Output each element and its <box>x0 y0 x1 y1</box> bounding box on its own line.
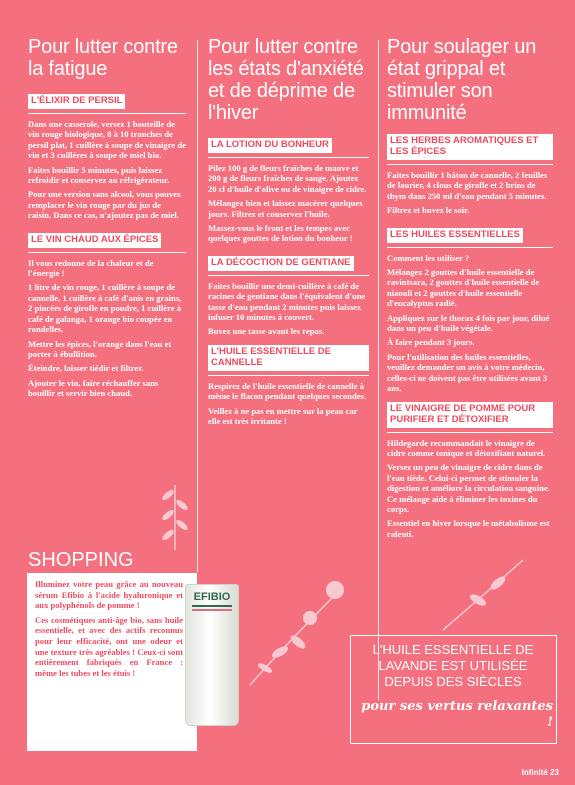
product-tube-image <box>185 584 239 726</box>
section-header <box>28 90 186 114</box>
paragraph: Pilez 100 g de fleurs fraîches de mauve et 200 g de fleurs fraîches de sauge. Ajoutez 20 cl d'huile d'olive ou de vinaigre de cidre. <box>208 163 367 194</box>
paragraph: Filtrez et buvez le soir. <box>387 205 470 216</box>
product-brand: EFIBIO <box>193 591 231 603</box>
paragraph: Comment les utiliser ? <box>387 252 470 263</box>
quote-box <box>350 635 557 744</box>
column-divider-2 <box>378 40 379 700</box>
product-line <box>192 605 232 607</box>
paragraph: Ces cosmétiques anti-âge bio, sans huile essentielle, et avec des actifs reconnus pour leur efficacité, ont une odeur et une texture très agréables ! Ceux-ci sont entièrement fabriqués en France : même les tubes et les étuis ! <box>35 614 183 678</box>
paragraph: Faites bouillir une demi-cuillère à café de racines de gentiane dans l'équivalent d'une tasse d'eau pendant 2 minutes puis laissez infuser 10 minutes à couvert. <box>208 280 366 323</box>
paragraph: Essentiel en hiver lorsque le métabolisme est ralenti. <box>387 518 550 539</box>
paragraph: À faire pendant 3 jours. <box>387 337 475 348</box>
section-header <box>387 402 553 433</box>
section-tag: LES HUILES ESSENTIELLES <box>387 228 523 243</box>
section-tag: LA LOTION DU BONHEUR <box>208 138 332 153</box>
paragraph: Versez un peu de vinaigre de cidre dans de l'eau tiède. Celui-ci permet de stimuler la digestion et améliore la circulation sanguine. Ce mélange aide à éliminer les toxines du corps. <box>387 462 550 514</box>
paragraph: 1 litre de vin rouge, 1 cuillère à soupe de cannelle, 1 cuillère à café d'anis en grains, 2 pincées de girofle en poudre, 1 cuillère à café de galanga, 1 orange bio coupée en rondelles. <box>28 282 182 335</box>
section-header <box>208 252 369 276</box>
shopping-text <box>35 579 183 682</box>
paragraph: Dans une casserole, versez 1 bouteille de vin rouge biologique, 8 à 10 tranches de persil plat, 1 cuillère à soupe de vinaigre de vin et 3 cuillères à soupe de miel bio. <box>28 119 186 161</box>
shopping-title: SHOPPING <box>28 549 134 571</box>
section-tag: LA DÉCOCTION DE GENTIANE <box>208 256 354 271</box>
product-line <box>192 609 232 611</box>
paragraph: Veillez à ne pas en mettre sur la peau car elle est très irritante ! <box>208 405 358 427</box>
column-title: Pour lutter contre la fatigue <box>28 36 178 80</box>
paragraph: Respirez de l'huile essentielle de cannelle à même le flacon pendant quelques secondes. <box>208 380 367 402</box>
column-fatigue <box>28 0 186 403</box>
paragraph: Faites bouillir 1 bâton de cannelle, 2 feuilles de laurier, 4 clous de girofle et 2 brins de thym dans 250 ml d'eau pendant 5 minutes. <box>387 170 548 201</box>
paragraph: Faites bouillir 5 minutes, puis laissez refroidir et conservez au réfrigérateur. <box>28 164 170 186</box>
section-header <box>387 134 553 165</box>
paragraph: Buvez une tasse avant les repas. <box>208 326 325 337</box>
section-header <box>208 134 369 158</box>
paragraph: Illuminez votre peau grâce au nouveau sérum Efibio à l'acide hyaluronique et aux polyphénols de pomme ! <box>35 579 183 611</box>
section-tag: L'HUILE ESSENTIELLE DE CANNELLE <box>208 345 369 371</box>
paragraph: Massez-vous le front et les tempes avec quelques gouttes de lotion du bonheur ! <box>208 223 353 244</box>
paragraph: Mélangez bien et laissez macérer quelques jours. Filtrez et conservez l'huile. <box>208 198 363 219</box>
paragraph: Pour une version sans alcool, vous pouvez remplacer le vin rouge par du jus de raisin. Dans ce cas, n'ajoutez pas de miel. <box>28 189 181 221</box>
paragraph: Mélangez 2 gouttes d'huile essentielle de ravintsara, 2 gouttes d'huile essentielle de niaouli et 2 gouttes d'huile essentielle d'eucalyptus radié. <box>387 267 540 309</box>
paragraph: Il vous redonne de la chaleur et de l'énergie ! <box>28 257 154 279</box>
column-flu <box>387 0 553 543</box>
section-tag: LE VINAIGRE DE POMME POUR PURIFIER ET DÉTOXIFIER <box>387 402 553 428</box>
paragraph: Mettre les épices, l'orange dans l'eau et porter à ébullition. <box>28 338 172 359</box>
paragraph: Appliquez sur le thorax 4 fois par jour, dilué dans un peu d'huile végétale. <box>387 312 550 334</box>
paragraph: Ajouter le vin, faire réchauffer sans bouillir et servir bien chaud. <box>28 377 159 399</box>
flower-branch-icon <box>240 570 350 690</box>
paragraph: Éteindre, laisser tiédir et filtrer. <box>28 363 144 374</box>
section-tag: L'ÉLIXIR DE PERSIL <box>28 94 125 109</box>
shopping-box <box>26 572 198 752</box>
section-tag: LE VIN CHAUD AUX ÉPICES <box>28 233 161 248</box>
paragraph: Pour l'utilisation des huiles essentielles, veuillez demander un avis à votre médecin, celles-ci ne doivent pas être utilisées avant 3 ans. <box>387 351 547 394</box>
page-footer: Infinité 23 <box>521 768 559 777</box>
leaf-sprig-icon <box>438 555 528 635</box>
section-header <box>28 229 186 253</box>
column-anxiety <box>208 0 369 431</box>
quote-text: L'HUILE ESSENTIELLE DE LAVANDE EST UTILISÉE DEPUIS DES SIÈCLES <box>372 642 534 689</box>
quote-highlight: pour ses vertus relaxantes ! <box>361 699 553 730</box>
column-title: Pour soulager un état grippal et stimuler son immunité <box>387 36 537 124</box>
leaf-branch-icon <box>150 480 200 550</box>
section-header <box>208 345 369 376</box>
column-title: Pour lutter contre les états d'anxiété et de déprime de l'hiver <box>208 36 364 124</box>
section-tag: LES HERBES AROMATIQUES ET LES ÉPICES <box>387 134 553 160</box>
paragraph: Hildegarde recommandait le vinaigre de cidre comme tonique et détoxifiant naturel. <box>387 437 546 458</box>
section-header <box>387 224 553 248</box>
